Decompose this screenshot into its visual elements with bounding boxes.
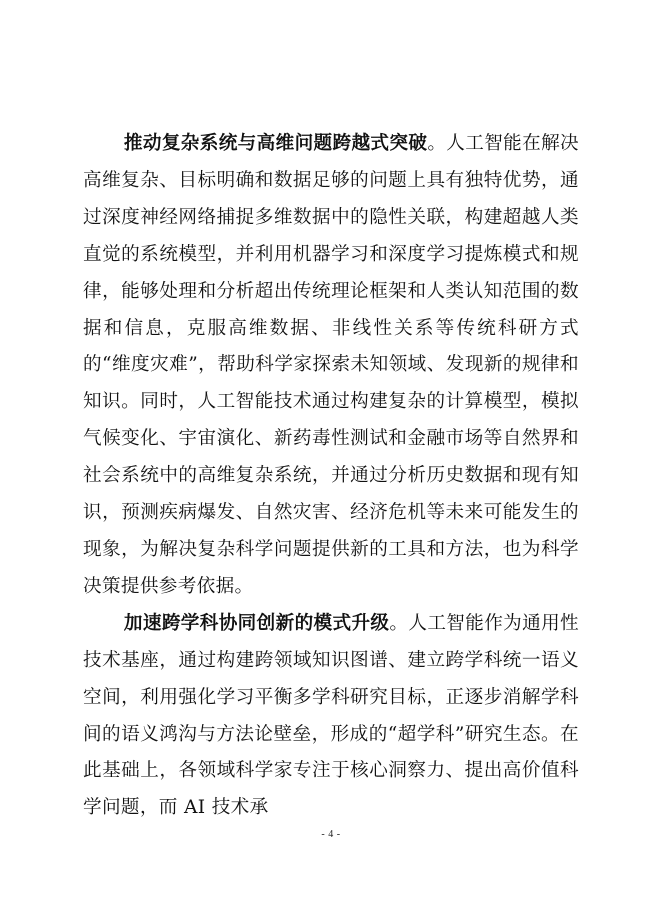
- paragraph-complex-systems: [83, 126, 579, 606]
- paragraph-text-complex-systems: 。人工智能在解决高维复杂、目标明确和数据足够的问题上具有独特优势，通过深度神经网络捕捉多维数据中的隐性关联，构建超越人类直觉的系统模型，并利用机器学习和深度学习提炼模式和规律，能够处理和分析超出传统理论框架和人类认知范围的数据和信息，克服高维数据、非线性关系等传统科研方式的“维度灾难”，帮助科学家探索未知领域、发现新的规律和知识。同时，人工智能技术通过构建复杂的计算模型，模拟气候变化、宇宙演化、新药毒性测试和金融市场等自然界和社会系统中的高维复杂系统，并通过分析历史数据和现有知识，预测疾病爆发、自然灾害、经济危机等未来可能发生的现象，为解决复杂科学问题提供新的工具和方法，也为科学决策提供参考依据。: [83, 133, 579, 597]
- paragraph-heading-complex-systems: 推动复杂系统与高维问题跨越式突破: [123, 133, 428, 154]
- page-number: - 4 -: [321, 829, 341, 840]
- document-body: [83, 126, 579, 827]
- paragraph-heading-interdisciplinary: 加速跨学科协同创新的模式升级: [123, 612, 390, 634]
- paragraph-interdisciplinary: [83, 606, 579, 827]
- paragraph-text-interdisciplinary: 。人工智能作为通用性技术基座，通过构建跨领域知识图谱、建立跨学科统一语义空间，利用强化学习平衡多学科研究目标，正逐步消解学科间的语义鸿沟与方法论壁垒，形成的“超学科”研究生态。在此基础上，各领域科学家专注于核心洞察力、提出高价值科学问题，而 AI 技术承: [83, 612, 579, 819]
